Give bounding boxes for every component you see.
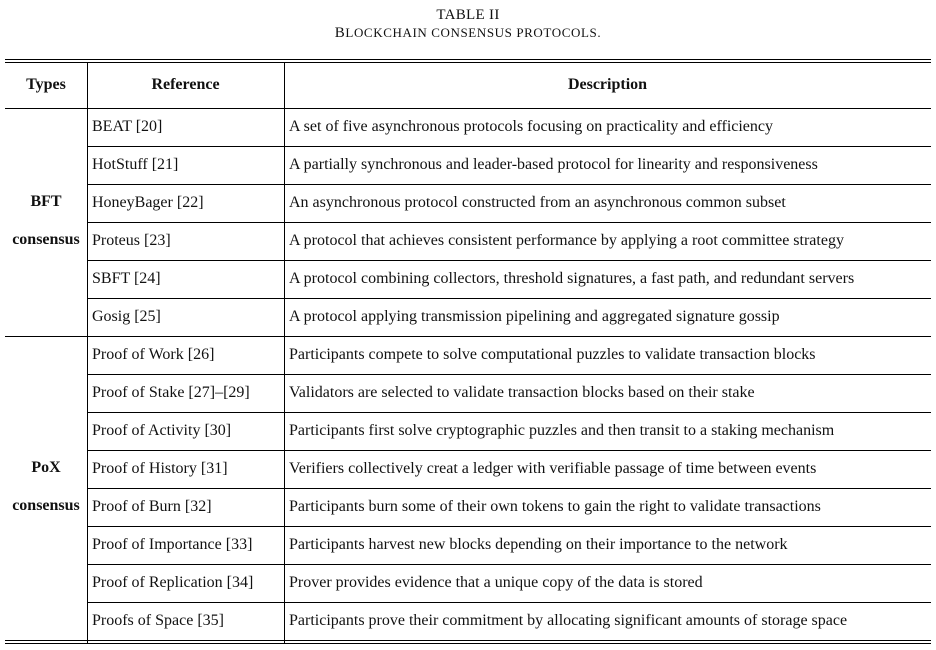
table-row-description: A set of five asynchronous protocols focusing on practicality and efficiency [289, 118, 774, 135]
table-row-description: Participants prove their commitment by allocating significant amounts of storage space [289, 612, 848, 629]
table-row-reference: Proof of History [31] [92, 460, 228, 477]
group-label-suffix: consensus [12, 231, 80, 248]
row-rule [87, 450, 931, 451]
table-row-description: Verifiers collectively creat a ledger with verifiable passage of time between events [289, 460, 817, 477]
row-rule [87, 564, 931, 565]
table-row-description: Prover provides evidence that a unique copy of the data is stored [289, 574, 703, 591]
table-row-description: An asynchronous protocol constructed from an asynchronous common subset [289, 194, 786, 211]
table-top-rule-inner [5, 62, 931, 63]
table-row-reference: Proof of Work [26] [92, 346, 215, 363]
table-row-reference: Gosig [25] [92, 308, 161, 325]
row-rule [87, 374, 931, 375]
row-rule [87, 260, 931, 261]
table-top-rule [5, 59, 931, 60]
table-row-reference: Proof of Activity [30] [92, 422, 232, 439]
group-label-suffix: consensus [12, 497, 80, 514]
table-row-reference: SBFT [24] [92, 270, 161, 287]
table-row-description: A protocol that achieves consistent performance by applying a root committee strategy [289, 232, 844, 249]
group-rule [5, 640, 931, 641]
row-rule [87, 488, 931, 489]
row-rule [87, 602, 931, 603]
column-rule-types [87, 63, 88, 643]
table-row-reference: HoneyBager [22] [92, 194, 204, 211]
row-rule [87, 184, 931, 185]
table-row-description: Participants compete to solve computational puzzles to validate transaction blocks [289, 346, 816, 363]
table-row-description: A partially synchronous and leader-based protocol for linearity and responsiveness [289, 156, 818, 173]
group-label-name: BFT [30, 193, 62, 210]
group-rule [5, 336, 931, 337]
table-row-description: Participants first solve cryptographic puzzles and then transit to a staking mechanism [289, 422, 835, 439]
table-row-description: A protocol applying transmission pipelining and aggregated signature gossip [289, 308, 780, 325]
row-rule [87, 526, 931, 527]
row-rule [87, 412, 931, 413]
header-description: Description [567, 76, 648, 93]
table-row-reference: BEAT [20] [92, 118, 163, 135]
table-row-description: Participants harvest new blocks depending on their importance to the network [289, 536, 788, 553]
table-row-reference: Proof of Burn [32] [92, 498, 212, 515]
row-rule [87, 298, 931, 299]
table-row-reference: Proteus [23] [92, 232, 171, 249]
table-title [0, 25, 936, 42]
row-rule [87, 222, 931, 223]
header-types: Types [26, 76, 66, 93]
header-rule [5, 108, 931, 109]
table-row-reference: Proofs of Space [35] [92, 612, 224, 629]
table-row-description: Validators are selected to validate transaction blocks based on their stake [289, 384, 755, 401]
group-label-name: PoX [31, 459, 61, 476]
column-rule-reference [284, 63, 285, 643]
table-title-initial: B [334, 25, 346, 41]
header-reference: Reference [151, 76, 220, 93]
consensus-protocols-table [5, 59, 931, 640]
row-rule [87, 146, 931, 147]
table-row-reference: Proof of Replication [34] [92, 574, 254, 591]
table-title-rest: LOCKCHAIN CONSENSUS PROTOCOLS. [345, 25, 602, 40]
table-row-description: A protocol combining collectors, threshold signatures, a fast path, and redundant servers [289, 270, 855, 287]
table-row-reference: Proof of Importance [33] [92, 536, 253, 553]
table-row-reference: HotStuff [21] [92, 156, 179, 173]
table-row-reference: Proof of Stake [27]–[29] [92, 384, 250, 401]
table-row-description: Participants burn some of their own tokens to gain the right to validate transactions [289, 498, 821, 515]
table-number: TABLE II [436, 7, 500, 23]
table-bottom-rule [5, 643, 931, 644]
